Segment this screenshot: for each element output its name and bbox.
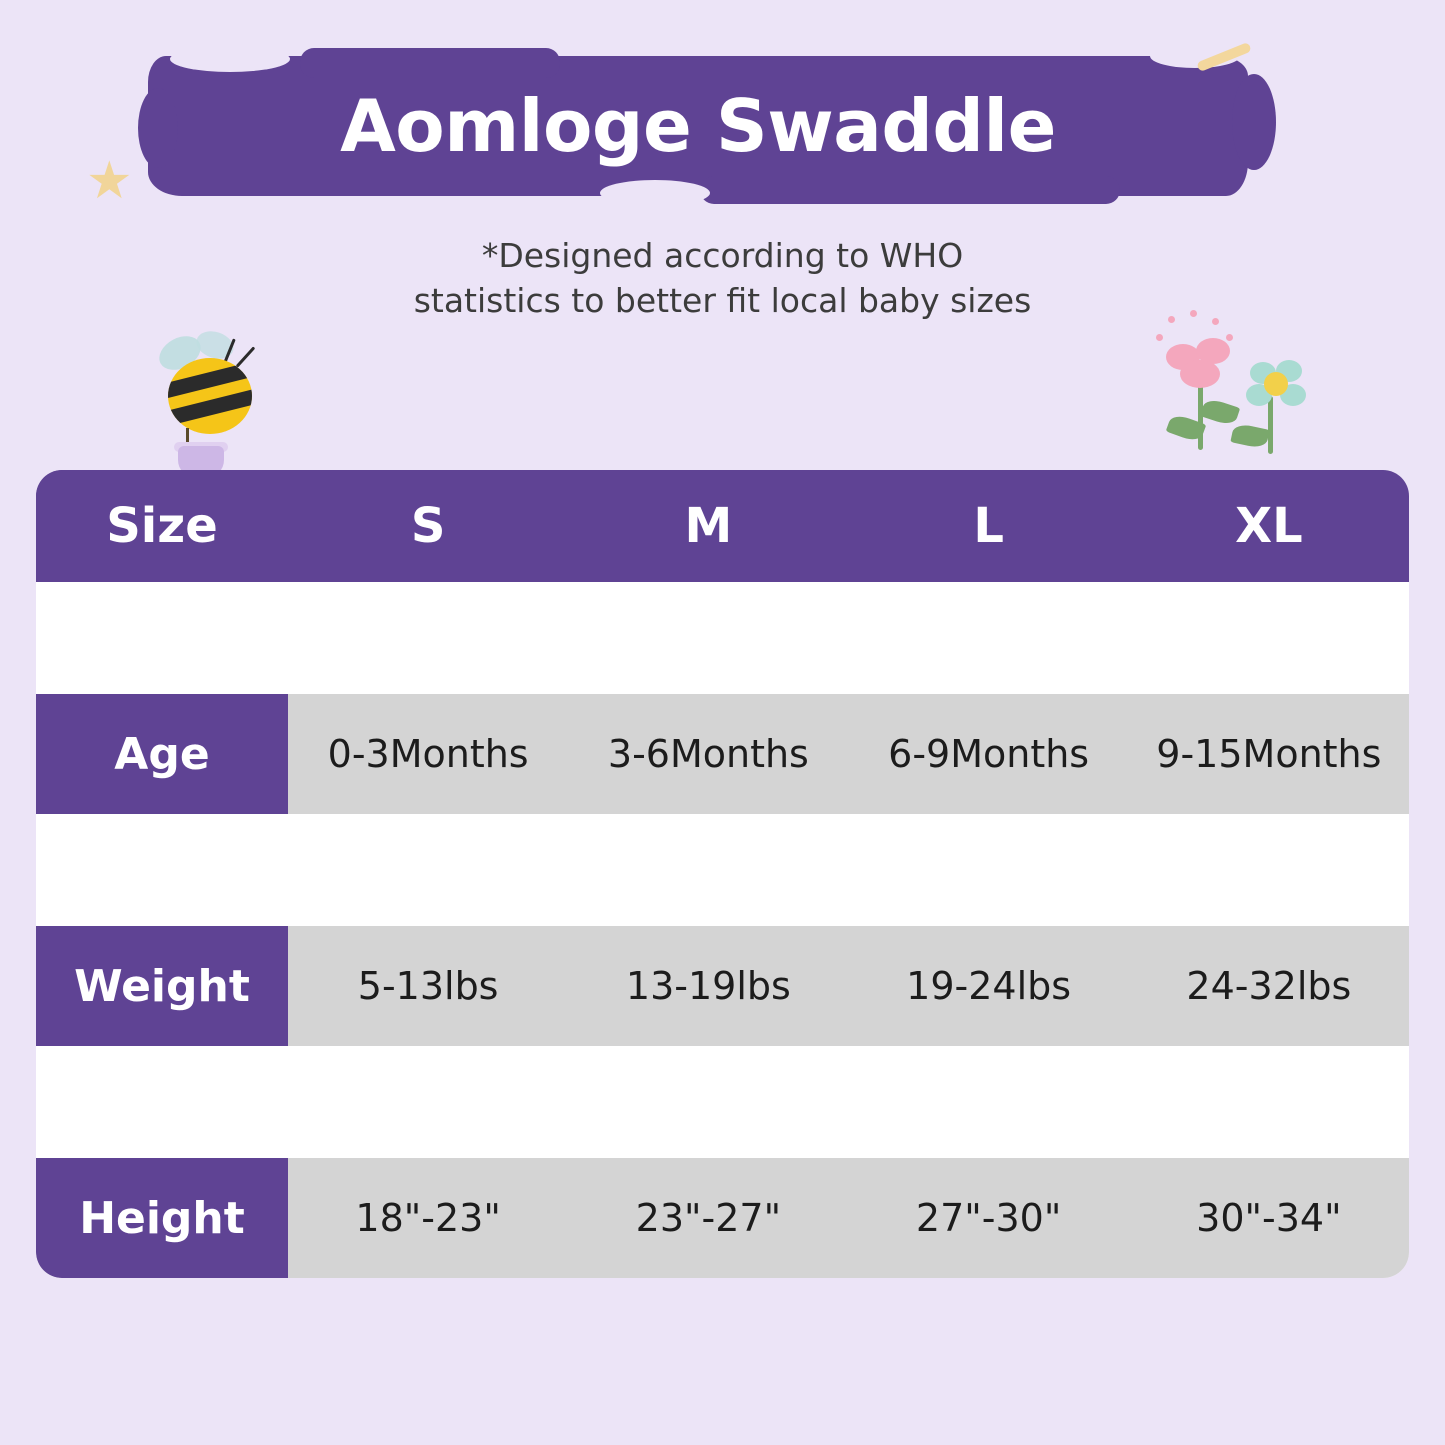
subtitle-line-1: *Designed according to WHO [481,236,964,275]
flower-center [1264,372,1288,396]
flower-leaf-1 [1200,397,1240,427]
table-spacer-row-3 [36,1046,1409,1158]
flower-icon [1150,310,1340,470]
table-header-s: S [410,498,446,554]
spacer-label-3 [36,1046,288,1158]
bee-body [168,358,252,434]
spacer-cell-2a [288,814,568,926]
table-spacer-row-1 [36,582,1409,694]
cell-age-l: 6-9Months [888,732,1090,776]
table-spacer-row-2 [36,814,1409,926]
cell-height-s: 18"-23" [355,1196,501,1240]
spacer-cell-1c [849,582,1129,694]
spacer-cell-3b [568,1046,848,1158]
cell-age-m: 3-6Months [607,732,809,776]
row-label-weight: Weight [36,926,288,1046]
page-title: Aomloge Swaddle [340,84,1056,168]
table-header-size: Size [36,470,288,582]
spacer-cell-3d [1129,1046,1409,1158]
bee-icon [140,316,260,476]
row-label-age: Age [36,694,288,814]
spacer-cell-1b [568,582,848,694]
table-header-m: M [684,498,733,554]
table-row [36,926,1409,1046]
star-icon: ★ [86,151,133,211]
cell-age-s: 0-3Months [327,732,529,776]
cell-weight-xl: 24-32lbs [1186,964,1352,1008]
size-chart-table [36,470,1409,1278]
cell-weight-l: 19-24lbs [906,964,1072,1008]
subtitle-line-2: statistics to better fit local baby sizes [413,281,1032,320]
table-row [36,1158,1409,1278]
row-label-height: Height [36,1158,288,1278]
table-row [36,694,1409,814]
cell-height-l: 27"-30" [915,1196,1062,1240]
spacer-label-2 [36,814,288,926]
cell-weight-m: 13-19lbs [625,964,791,1008]
title-banner [0,44,1445,214]
spacer-label-1 [36,582,288,694]
spacer-cell-2b [568,814,848,926]
spacer-cell-2d [1129,814,1409,926]
flower-leaf-3 [1230,422,1269,449]
cell-age-xl: 9-15Months [1156,732,1382,776]
spacer-cell-3c [849,1046,1129,1158]
table-header-xl: XL [1235,498,1303,554]
spacer-cell-1a [288,582,568,694]
flower-stem-blue [1268,396,1273,454]
spacer-cell-2c [849,814,1129,926]
spacer-cell-3a [288,1046,568,1158]
table-header-l: L [973,498,1004,554]
cell-height-m: 23"-27" [635,1196,782,1240]
spacer-cell-1d [1129,582,1409,694]
table-header-row [36,470,1409,582]
flower-petal-3 [1180,360,1220,388]
cell-weight-s: 5-13lbs [357,964,499,1008]
cell-height-xl: 30"-34" [1196,1196,1342,1240]
